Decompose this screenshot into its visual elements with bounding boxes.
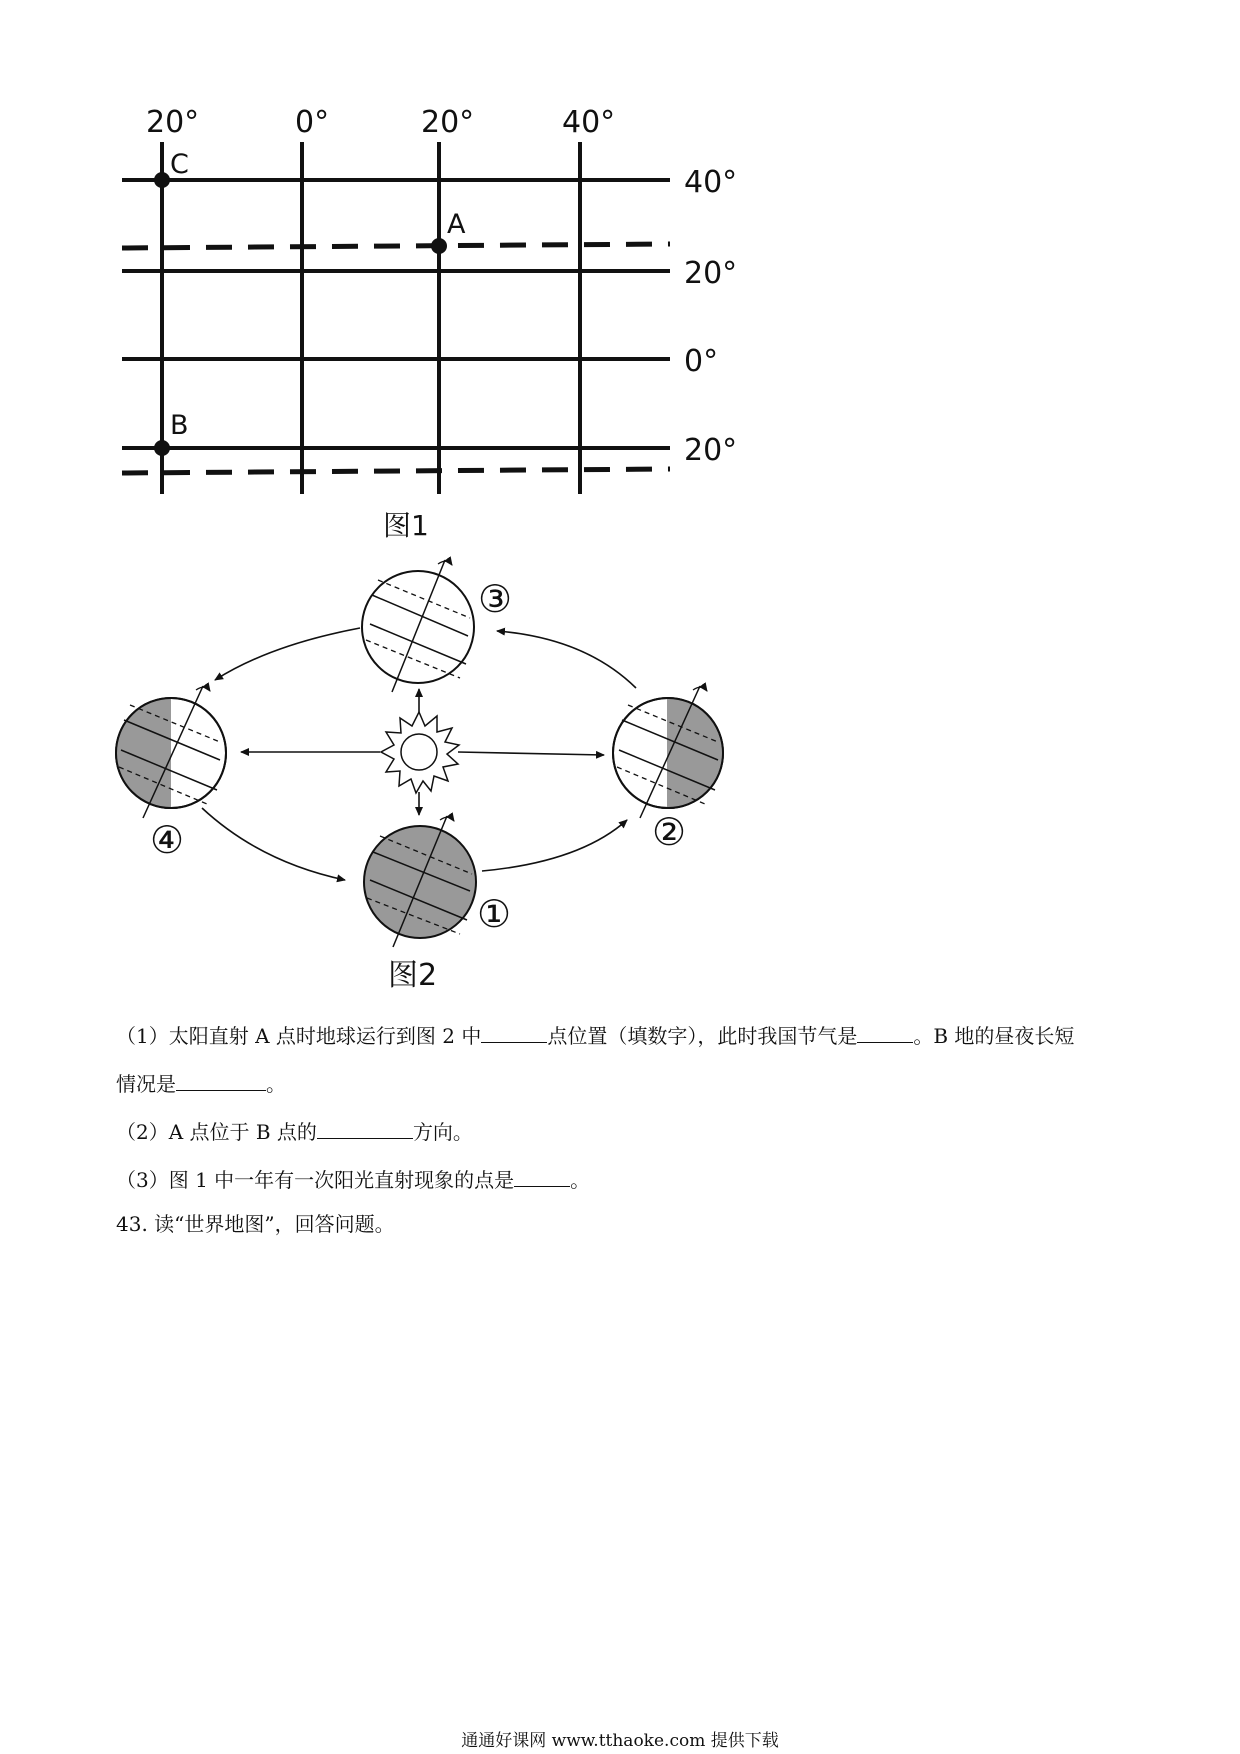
question-43: 43. 读“世界地图”，回答问题。 xyxy=(116,1212,395,1236)
earth-position-1 xyxy=(364,816,476,947)
footer-text: 通通好课网 www.tthaoke.com 提供下载 xyxy=(461,1731,779,1751)
figure1-grid xyxy=(122,142,670,494)
point-c-label: C xyxy=(170,149,189,180)
answer-blank[interactable] xyxy=(176,1070,266,1091)
question-1-line1 xyxy=(116,1022,1074,1048)
point-b-dot xyxy=(154,440,170,456)
question-text: 方向。 xyxy=(412,1120,473,1144)
answer-blank[interactable] xyxy=(317,1118,413,1139)
longitude-label: 40° xyxy=(562,105,616,140)
question-1-line2 xyxy=(116,1070,286,1096)
question-3 xyxy=(116,1166,590,1192)
question-text: （3）图 1 中一年有一次阳光直射现象的点是 xyxy=(116,1168,515,1192)
earth-position-3 xyxy=(362,560,474,692)
point-a-label: A xyxy=(447,209,466,240)
latitude-label: 20° xyxy=(684,433,738,468)
tropic-of-capricorn-dashed xyxy=(122,469,670,473)
figure2-caption: 图2 xyxy=(388,958,438,993)
question-text: 。B 地的昼夜长短 xyxy=(913,1024,1075,1048)
longitude-label: 20° xyxy=(421,105,475,140)
latitude-label: 20° xyxy=(684,256,738,291)
point-a-dot xyxy=(431,238,447,254)
point-b-label: B xyxy=(170,410,189,441)
question-text: 情况是 xyxy=(116,1072,176,1096)
answer-blank[interactable] xyxy=(857,1022,913,1043)
sun-icon xyxy=(381,712,459,793)
latitude-label: 40° xyxy=(684,165,738,200)
position-label-1: ① xyxy=(477,892,512,936)
question-text: 。 xyxy=(570,1168,591,1192)
longitude-label: 20° xyxy=(146,105,200,140)
longitude-label: 0° xyxy=(295,105,330,140)
figure1-caption: 图1 xyxy=(383,509,429,542)
answer-blank[interactable] xyxy=(514,1166,570,1187)
earth-position-2 xyxy=(613,686,723,818)
position-label-2: ② xyxy=(652,810,687,854)
question-text: （2）A 点位于 B 点的 xyxy=(116,1120,317,1144)
question-text: 。 xyxy=(266,1072,286,1096)
tropic-of-cancer-dashed xyxy=(122,244,670,248)
question-text: （1）太阳直射 A 点时地球运行到图 2 中 xyxy=(116,1024,482,1048)
question-2 xyxy=(116,1118,473,1144)
position-label-3: ③ xyxy=(478,577,513,621)
question-text: 点位置（填数字），此时我国节气是 xyxy=(547,1024,858,1048)
point-c-dot xyxy=(154,172,170,188)
earth-position-4 xyxy=(116,686,226,818)
position-label-4: ④ xyxy=(150,818,185,862)
latitude-label: 0° xyxy=(684,344,719,379)
answer-blank[interactable] xyxy=(481,1022,547,1043)
